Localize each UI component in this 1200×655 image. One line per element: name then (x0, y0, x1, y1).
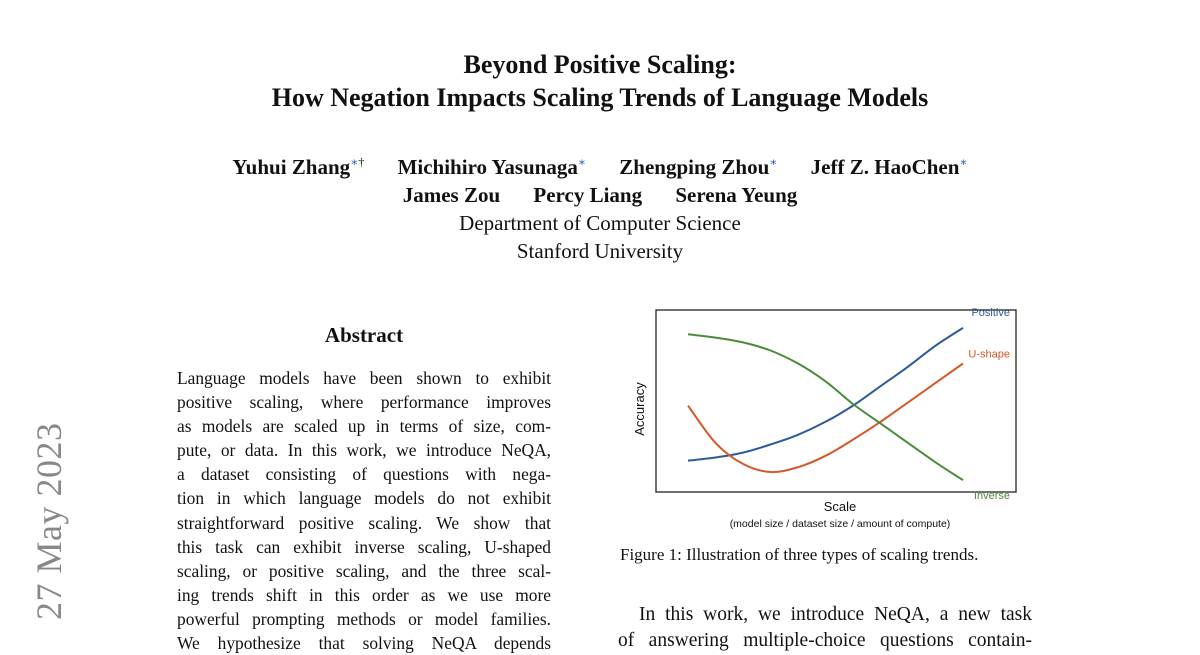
author: James Zou (402, 183, 501, 207)
x-axis-sublabel: (model size / dataset size / amount of compute) (729, 518, 951, 530)
abstract-line: Language models have been shown to exhibit (177, 368, 551, 388)
abstract-line: positive scaling, where performance improves (177, 392, 551, 413)
figure-1 (620, 305, 1040, 535)
author-block (0, 148, 1200, 265)
arxiv-side-date: 27 May 2023 (29, 422, 69, 620)
authors-row-1 (0, 148, 1200, 181)
series-line-positive (688, 328, 963, 461)
authors-row-2 (0, 181, 1200, 209)
intro-line: of answering multiple-choice questions contain- (618, 630, 1032, 651)
university: Stanford University (516, 239, 684, 263)
author: Serena Yeung (675, 183, 798, 207)
abstract-line: ing trends shift in this order as we use more (177, 584, 551, 605)
author: Michihiro Yasunaga∗ (397, 155, 587, 179)
abstract-line: as models are scaled up in terms of size, com- (177, 416, 551, 437)
series-line-u-shape (688, 364, 963, 473)
series-label-positive: Positive (971, 306, 1010, 319)
title-line-1: Beyond Positive Scaling: (463, 50, 737, 79)
figure-caption: Figure 1: Illustration of three types of scaling trends. (620, 545, 979, 564)
abstract-line: tion in which language models do not exhibit (177, 488, 551, 509)
abstract-line: straightforward positive scaling. We show that (177, 512, 551, 533)
intro-line: In this work, we introduce NeQA, a new task (639, 604, 1032, 625)
abstract-heading: Abstract (324, 323, 404, 347)
author: Jeff Z. HaoChen∗ (810, 155, 968, 179)
abstract-line: pute, or data. In this work, we introduce NeQA, (177, 440, 551, 461)
department: Department of Computer Science (459, 211, 741, 235)
series-label-inverse: Inverse (973, 490, 1010, 503)
paper-title (0, 48, 1200, 114)
abstract-line: powerful prompting methods or model families. (177, 608, 551, 629)
abstract-line: scaling, or positive scaling, and the three scal- (177, 560, 551, 581)
abstract-line: We hypothesize that solving NeQA depends (177, 633, 551, 654)
author: Zhengping Zhou∗ (619, 155, 778, 179)
title-line-2: How Negation Impacts Scaling Trends of Language Models (271, 83, 929, 112)
abstract-line: this task can exhibit inverse scaling, U-shaped (177, 536, 551, 557)
abstract-body (177, 366, 551, 655)
abstract-line: a dataset consisting of questions with nega- (177, 464, 551, 485)
y-axis-label: Accuracy (632, 382, 647, 436)
scaling-trends-chart (620, 305, 1040, 535)
intro-paragraph (618, 602, 1032, 654)
series-label-u-shape: U-shape (968, 348, 1010, 361)
author: Yuhui Zhang∗† (232, 155, 365, 179)
author: Percy Liang (533, 183, 643, 207)
x-axis-label: Scale (823, 499, 857, 514)
